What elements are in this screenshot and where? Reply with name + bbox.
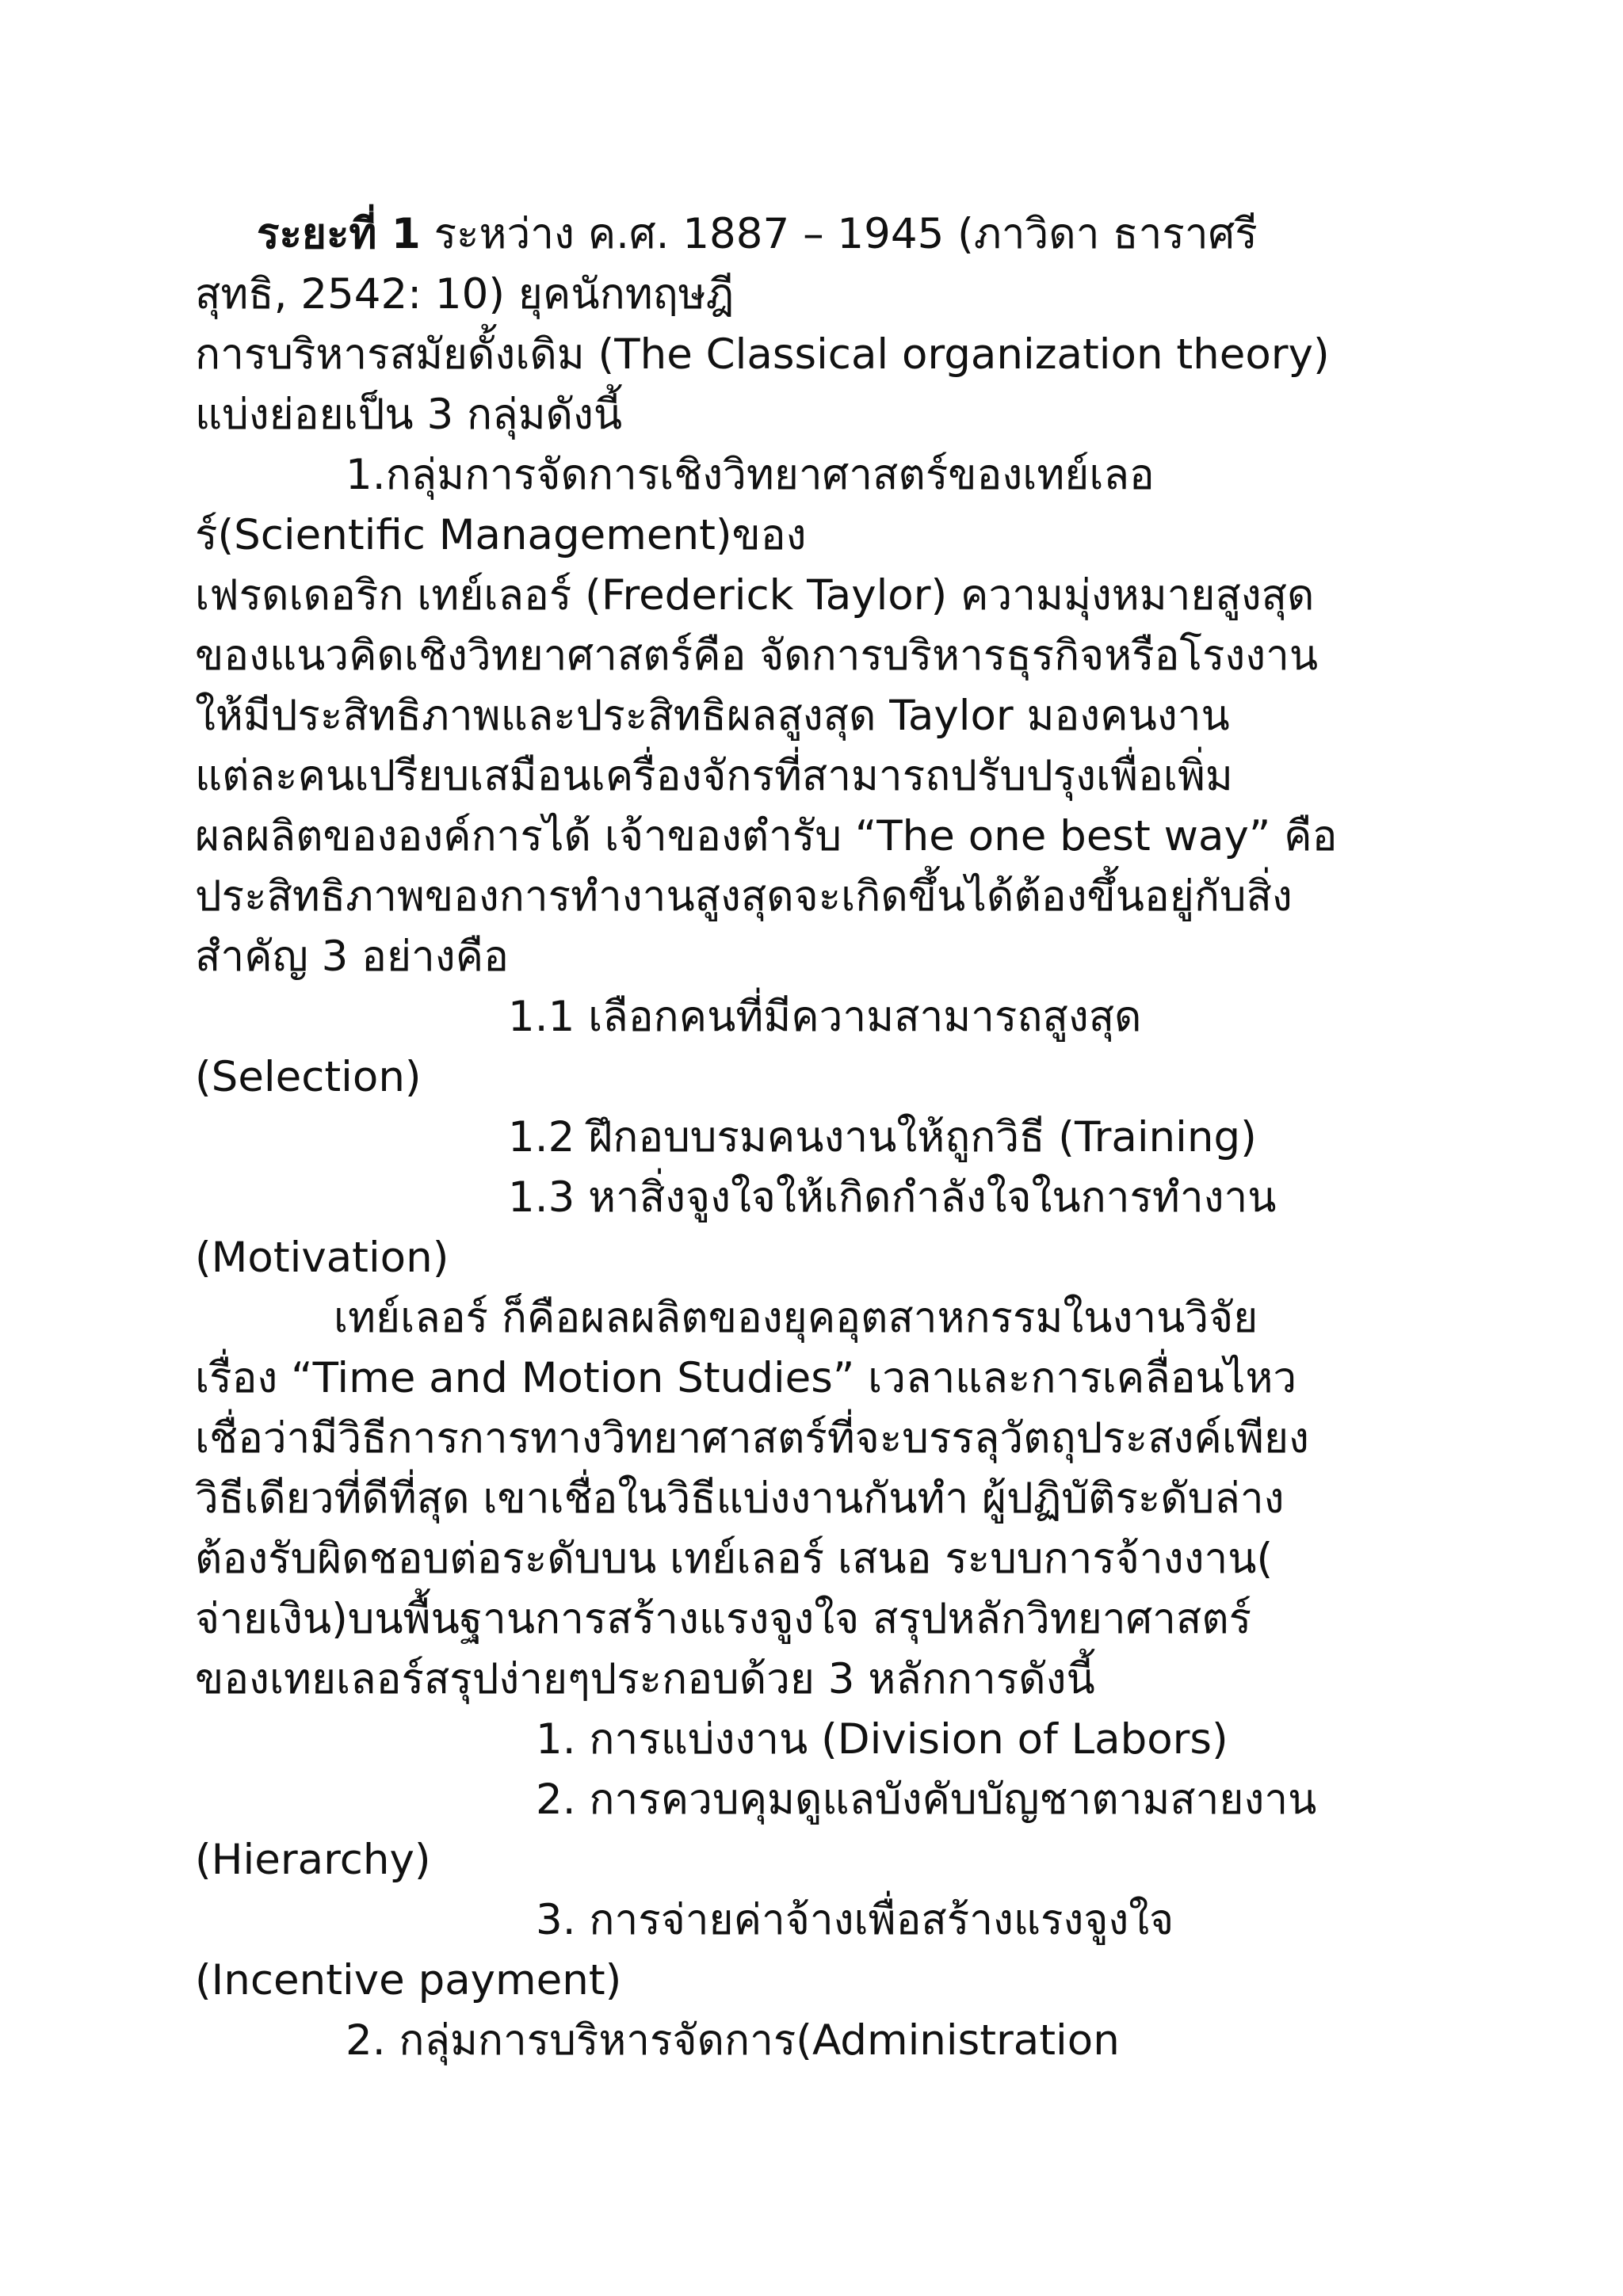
section-heading: 1.กลุ่มการจัดการเชิงวิทยาศาสตร์ของเทย์เลอ (346, 451, 1155, 499)
period-heading: ระยะที่ 1 (257, 210, 421, 258)
text-line: (Motivation) (195, 1234, 449, 1282)
text-line: ของเทยเลอร์สรุปง่ายๆประกอบด้วย 3 หลักการดังนี้ (195, 1655, 1095, 1703)
text-line: เรื่อง “Time and Motion Studies” เวลาและการเคลื่อนไหว (195, 1354, 1297, 1402)
text-line: ให้มีประสิทธิภาพและประสิทธิผลสูงสุด Taylor มองคนงาน (195, 692, 1230, 740)
list-item: 1.1 เลือกคนที่มีความสามารถสูงสุด (508, 993, 1142, 1041)
text-line: ร์(Scientific Management)ของ (195, 511, 807, 559)
text-line (195, 204, 1455, 265)
list-item: 1.3 หาสิ่งจูงใจให้เกิดกำลังใจในการทำงาน (508, 1173, 1277, 1222)
text-line: สุทธิ, 2542: 10) ยุคนักทฤษฎี (195, 270, 735, 318)
paragraph-start: เทย์เลอร์ ก็คือผลผลิตของยุคอุตสาหกรรมในงานวิจัย (334, 1294, 1258, 1342)
text-line: แต่ละคนเปรียบเสมือนเครื่องจักรที่สามารถปรับปรุงเพื่อเพิ่ม (195, 752, 1233, 800)
text-line: จ่ายเงิน)บนพื้นฐานการสร้างแรงจูงใจ สรุปหลักวิทยาศาสตร์ (195, 1595, 1252, 1643)
text-line: วิธีเดียวที่ดีที่สุด เขาเชื่อในวิธีแบ่งงานกันทำ ผู้ปฏิบัติระดับล่าง (195, 1474, 1285, 1523)
text-line: ประสิทธิภาพของการทำงานสูงสุดจะเกิดขึ้นได้ต้องขึ้นอยู่กับสิ่ง (195, 872, 1293, 921)
list-item: 1.2 ฝึกอบบรมคนงานให้ถูกวิธี (Training) (508, 1113, 1257, 1161)
text-run: ระหว่าง ค.ศ. 1887 – 1945 (ภาวิดา ธาราศรี (420, 210, 1258, 258)
list-item: 2. การควบคุมดูแลบังคับบัญชาตามสายงาน (536, 1775, 1317, 1824)
text-line: เฟรดเดอริก เทย์เลอร์ (Frederick Taylor) ความมุ่งหมายสูงสุด (195, 571, 1315, 620)
text-line: เชื่อว่ามีวิธีการการทางวิทยาศาสตร์ที่จะบรรลุวัตถุประสงค์เพียง (195, 1414, 1309, 1463)
text-line: ต้องรับผิดชอบต่อระดับบน เทย์เลอร์ เสนอ ระบบการจ้างงาน( (195, 1535, 1274, 1583)
list-item: 3. การจ่ายค่าจ้างเพื่อสร้างแรงจูงใจ (536, 1896, 1174, 1944)
text-line: (Hierarchy) (195, 1836, 431, 1884)
section-heading: 2. กลุ่มการบริหารจัดการ(Administration (346, 2016, 1120, 2065)
text-line: สำคัญ 3 อย่างคือ (195, 933, 509, 981)
list-item: 1. การแบ่งงาน (Division of Labors) (536, 1715, 1228, 1764)
text-line: การบริหารสมัยดั้งเดิม (The Classical organization theory) (195, 330, 1330, 379)
text-line: (Incentive payment) (195, 1956, 622, 2004)
text-line: (Selection) (195, 1053, 422, 1101)
text-line: ผลผลิตขององค์การได้ เจ้าของตำรับ “The one best way” คือ (195, 812, 1338, 860)
text-line: ของแนวคิดเชิงวิทยาศาสตร์คือ จัดการบริหารธุรกิจหรือโรงงาน (195, 631, 1319, 680)
document-body (195, 204, 1455, 2071)
text-line: แบ่งย่อยเป็น 3 กลุ่มดังนี้ (195, 391, 623, 439)
